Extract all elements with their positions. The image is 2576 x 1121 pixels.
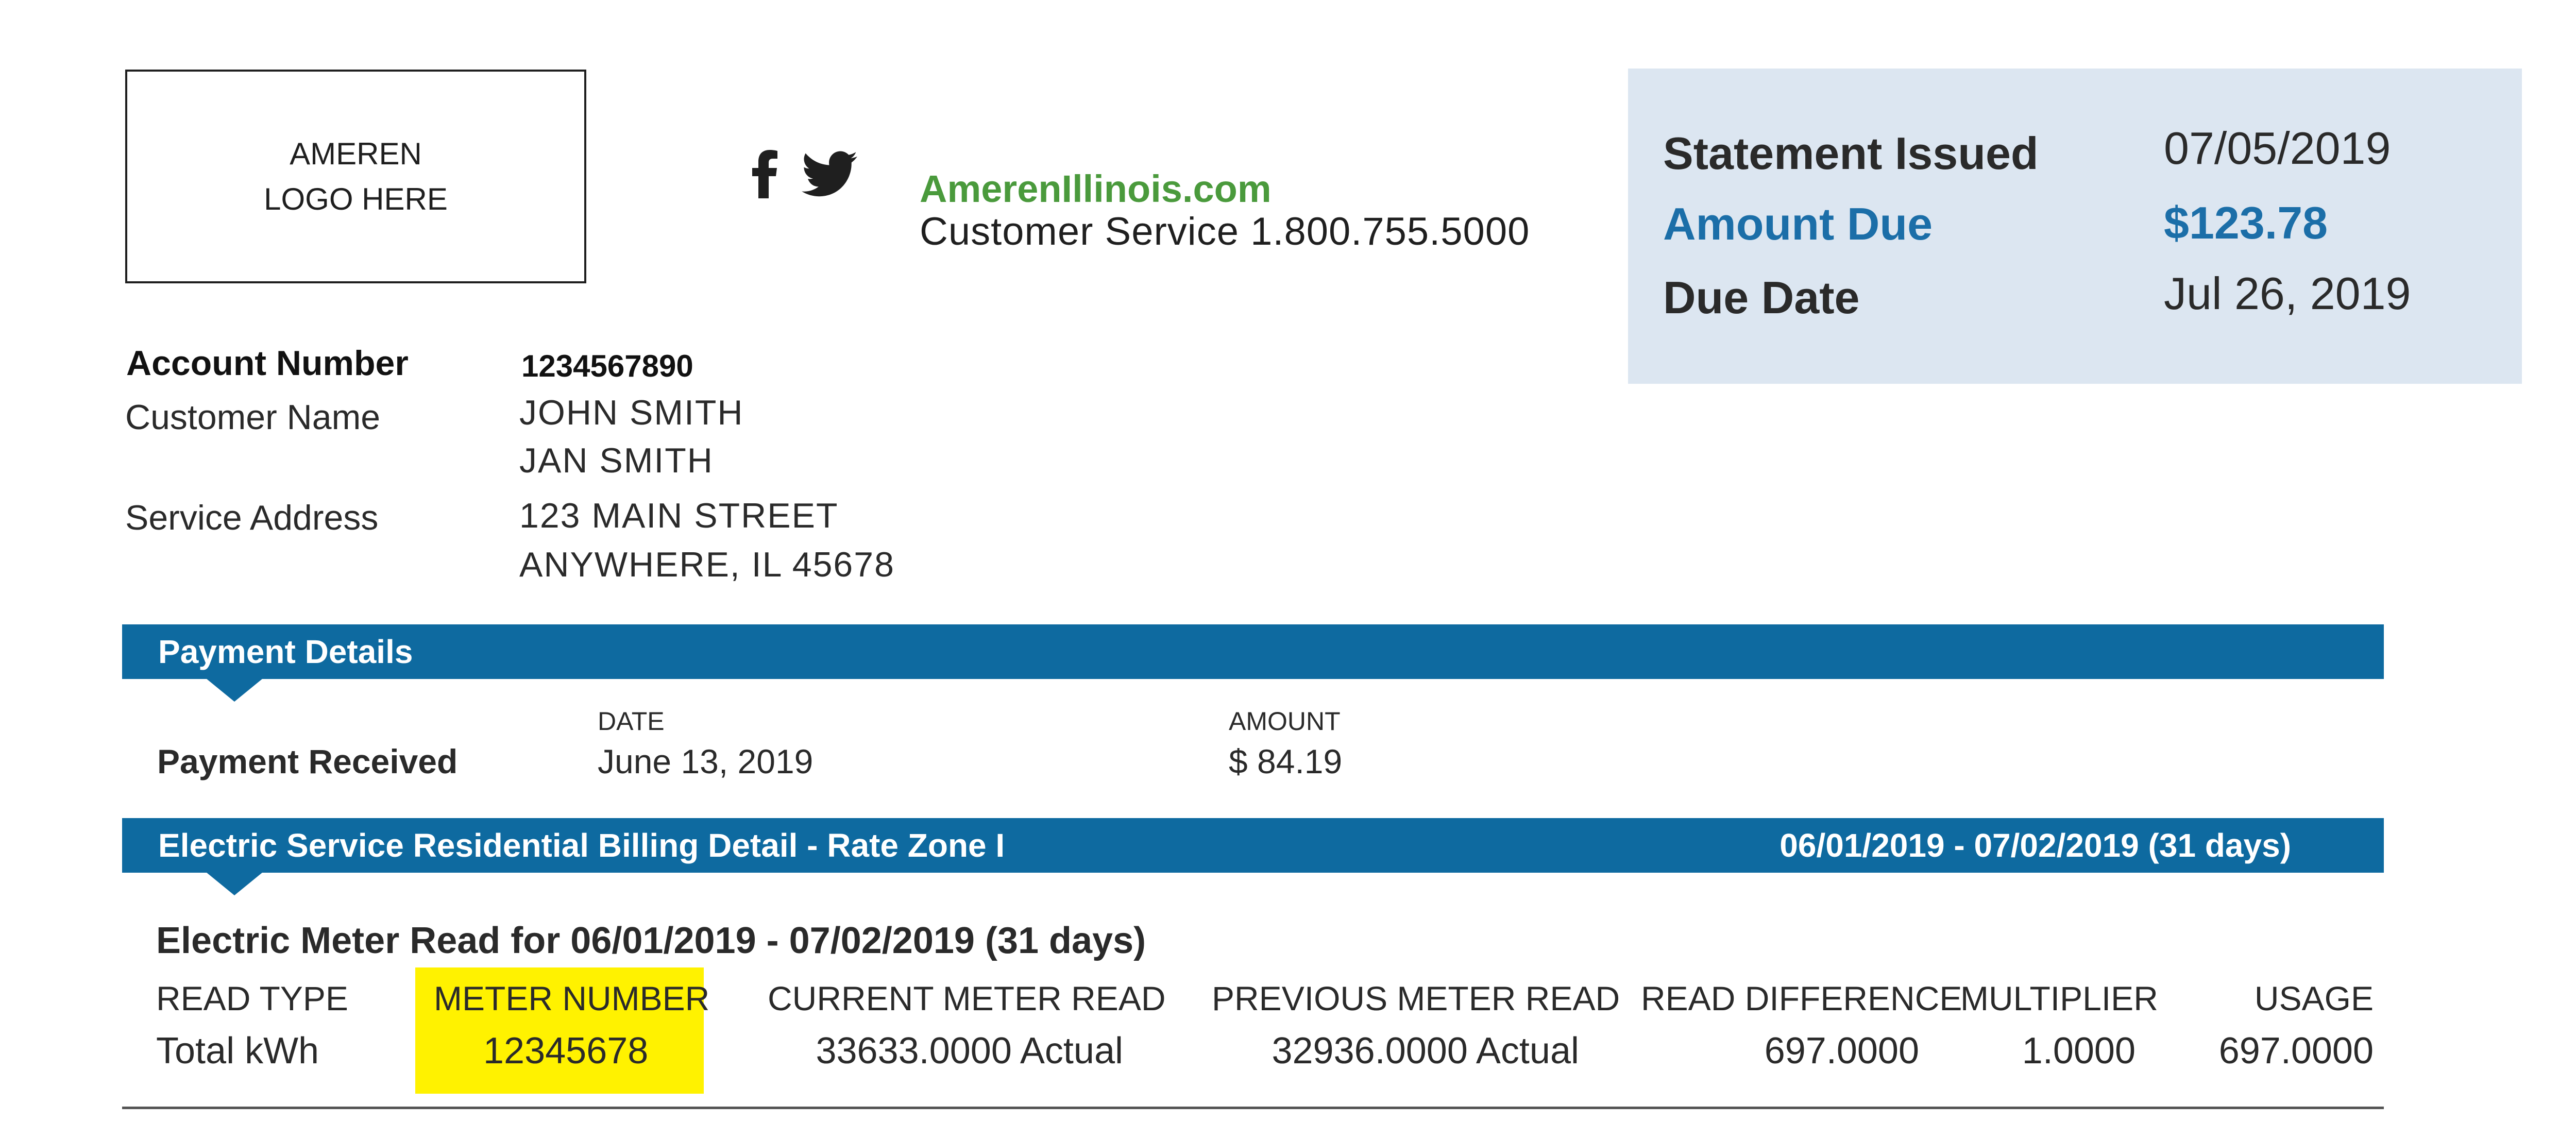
header-usage: USAGE [2254,979,2374,1017]
row-usage: 697.0000 [2218,1030,2374,1072]
service-address-line-2: ANYWHERE, IL 45678 [519,545,895,584]
amount-due-value: $123.78 [2164,197,2328,248]
customer-service-phone: Customer Service 1.800.755.5000 [920,210,1530,253]
row-current-read: 33633.0000 Actual [816,1030,1123,1072]
facebook-icon[interactable] [752,149,778,198]
logo-placeholder [125,70,586,283]
customer-name-line-1: JOHN SMITH [519,393,744,432]
service-address-line-1: 123 MAIN STREET [519,496,839,535]
header-current-read: CURRENT METER READ [768,979,1166,1017]
meter-read-title: Electric Meter Read for 06/01/2019 - 07/02/2019 (31 days) [156,920,1146,961]
payment-received-label: Payment Received [157,742,458,780]
service-address-label: Service Address [125,498,379,537]
row-multiplier: 1.0000 [2022,1030,2136,1072]
row-read-difference: 697.0000 [1764,1030,1919,1072]
electric-bar-notch [206,872,263,895]
logo-line-2: LOGO HERE [264,181,448,216]
account-number-label: Account Number [126,344,409,383]
payment-date-header: DATE [598,707,665,736]
row-previous-read: 32936.0000 Actual [1272,1030,1579,1072]
header-multiplier: MULTIPLIER [1960,979,2158,1017]
header-read-type: READ TYPE [156,979,348,1017]
statement-issued-value: 07/05/2019 [2164,123,2391,174]
statement-issued-label: Statement Issued [1663,128,2039,179]
payment-date-value: June 13, 2019 [598,742,814,780]
bottom-rule [122,1107,2384,1109]
header-read-difference: READ DIFFERENCE [1641,979,1962,1017]
payment-amount-header: AMOUNT [1229,707,1341,736]
header-previous-read: PREVIOUS METER READ [1212,979,1620,1017]
row-meter-number: 12345678 [483,1030,649,1072]
electric-service-bar [122,818,2384,873]
social-icons [752,149,858,198]
statement-summary-panel [1628,69,2522,384]
amount-due-label: Amount Due [1663,198,1933,249]
customer-name-line-2: JAN SMITH [519,441,714,480]
due-date-value: Jul 26, 2019 [2164,268,2411,319]
website-link[interactable]: AmerenIllinois.com [920,167,1272,210]
payment-amount-value: $ 84.19 [1229,742,1343,780]
logo-line-1: AMEREN [290,136,422,171]
electric-service-title: Electric Service Residential Billing Detail - Rate Zone I [158,827,1005,864]
twitter-icon[interactable] [801,151,858,197]
billing-period: 06/01/2019 - 07/02/2019 (31 days) [1780,827,2291,864]
payment-bar-notch [206,678,263,702]
row-read-type: Total kWh [156,1030,319,1072]
due-date-label: Due Date [1663,272,1860,323]
account-number-value: 1234567890 [521,349,693,383]
payment-details-bar [122,624,2384,679]
payment-details-title: Payment Details [158,633,413,670]
header-meter-number: METER NUMBER [434,979,710,1017]
customer-name-label: Customer Name [125,398,381,437]
